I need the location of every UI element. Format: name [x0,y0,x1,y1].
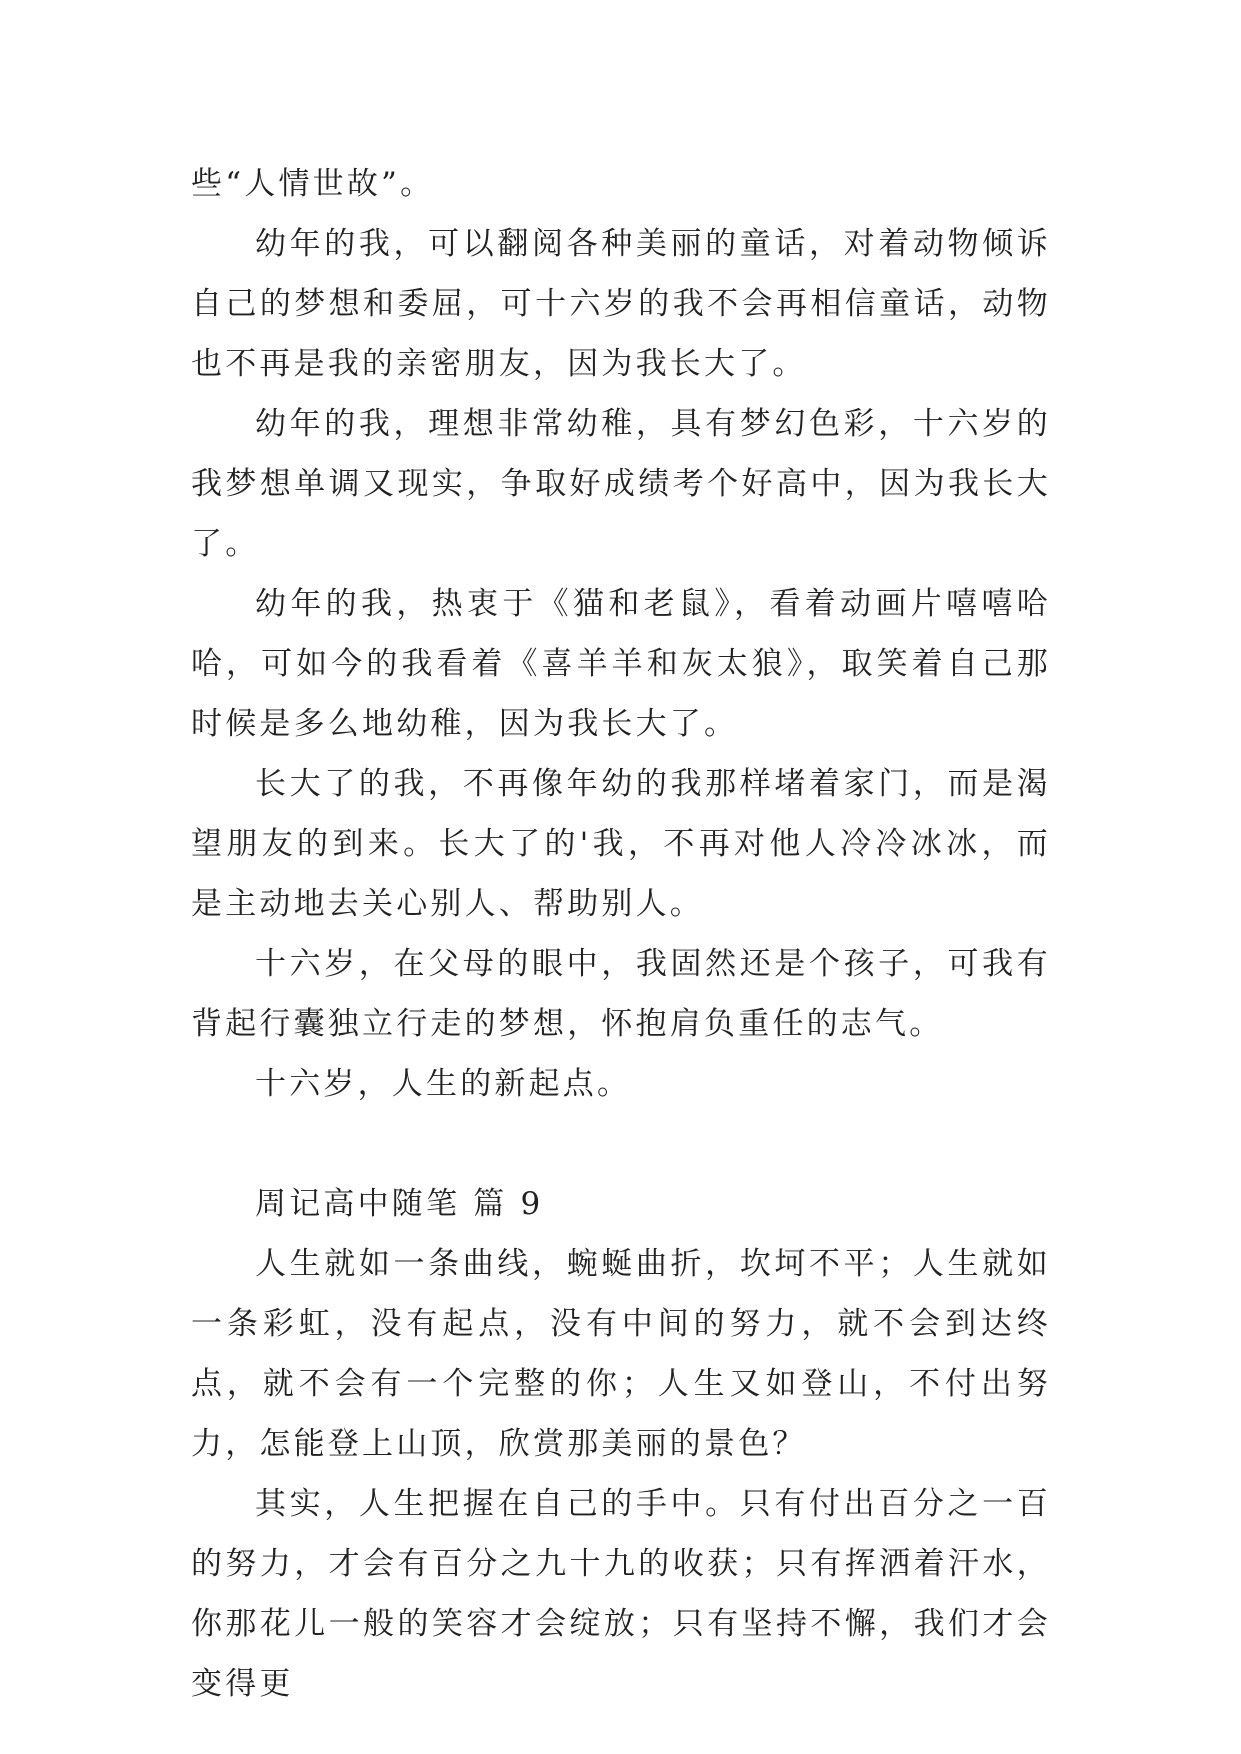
paragraph: 些“人情世故”。 [191,166,435,202]
paragraph: 长大了的我，不再像年幼的我那样堵着家门，而是渴望朋友的到来。长大了的'我，不再对他人冷冷冰冰，而是主动地去关心别人、帮助别人。 [191,766,1051,922]
paragraph: 幼年的我，可以翻阅各种美丽的童话，对着动物倾诉自己的梦想和委屈，可十六岁的我不会再相信童话，动物也不再是我的亲密朋友，因为我长大了。 [191,226,1051,382]
document-body [191,154,1051,1714]
paragraph: 其实，人生把握在自己的手中。只有付出百分之一百的努力，才会有百分之九十九的收获；只有挥洒着汗水，你那花儿一般的笑容才会绽放；只有坚持不懈，我们才会变得更 [191,1486,1051,1702]
paragraph: 十六岁，人生的新起点。 [255,1066,632,1102]
paragraph: 幼年的我，热衷于《猫和老鼠》，看着动画片嘻嘻哈哈，可如今的我看着《喜羊羊和灰太狼》，取笑着自己那时候是多么地幼稚，因为我长大了。 [191,586,1051,742]
section-heading: 周记高中随笔 篇 9 [255,1186,544,1222]
paragraph: 十六岁，在父母的眼中，我固然还是个孩子，可我有背起行囊独立行走的梦想，怀抱肩负重任的志气。 [191,946,1051,1042]
paragraph: 幼年的我，理想非常幼稚，具有梦幻色彩，十六岁的我梦想单调又现实，争取好成绩考个好高中，因为我长大了。 [191,406,1051,562]
paragraph: 人生就如一条曲线，蜿蜒曲折，坎坷不平；人生就如一条彩虹，没有起点，没有中间的努力，就不会到达终点，就不会有一个完整的你；人生又如登山，不付出努力，怎能登上山顶，欣赏那美丽的景色？ [191,1246,1051,1462]
